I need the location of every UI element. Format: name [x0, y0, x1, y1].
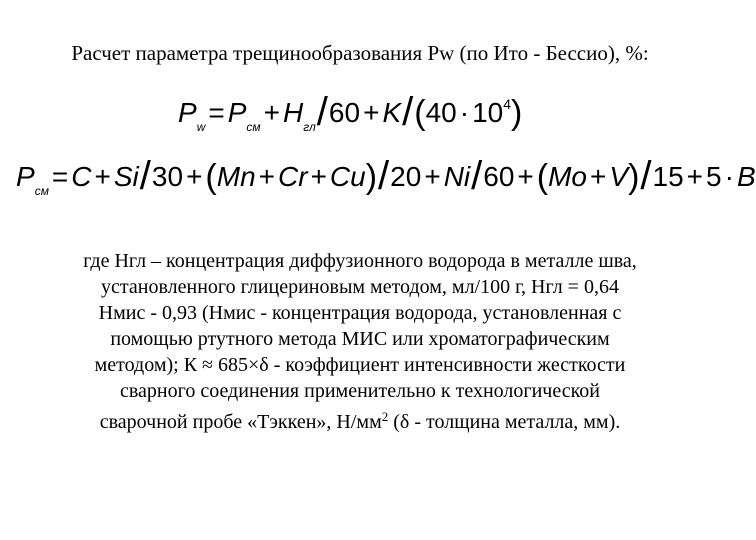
- description-text: [40, 248, 680, 435]
- description-line: сварочной пробе «Тэккен», $Н/мм^2$ (δ - толщина металла, мм).: [99, 409, 621, 433]
- description-line: Нмис - 0,93 (Нмис - концентрация водорода, установленная с: [98, 302, 622, 324]
- description-line: помощью ртутного метода МИС или хроматографическим: [110, 328, 610, 350]
- formula-pw: $P_w = P_{см} + H_{гл}/60 + K/(40 \cdot 10^4)$: [178, 90, 523, 134]
- formula-pcm: $P_{см} = C + Si/30 +(Mn + Cr + Cu)/20 + Ni/60 +(Mo + V)/15 + 5 \cdot B$: [16, 154, 756, 198]
- description-line: сварного соединения применительно к технологической: [119, 380, 601, 402]
- description-line: установленного глицериновым методом, мл/100 г, Нгл = 0,64: [101, 276, 619, 298]
- description-line: где Нгл – концентрация диффузионного водорода в металле шва,: [83, 250, 637, 272]
- page-title: Расчет параметра трещинообразования Pw (по Ито - Бессио), %:: [71, 41, 649, 65]
- description-line: методом); К ≈ 685×δ - коэффициент интенсивности жесткости: [94, 354, 626, 376]
